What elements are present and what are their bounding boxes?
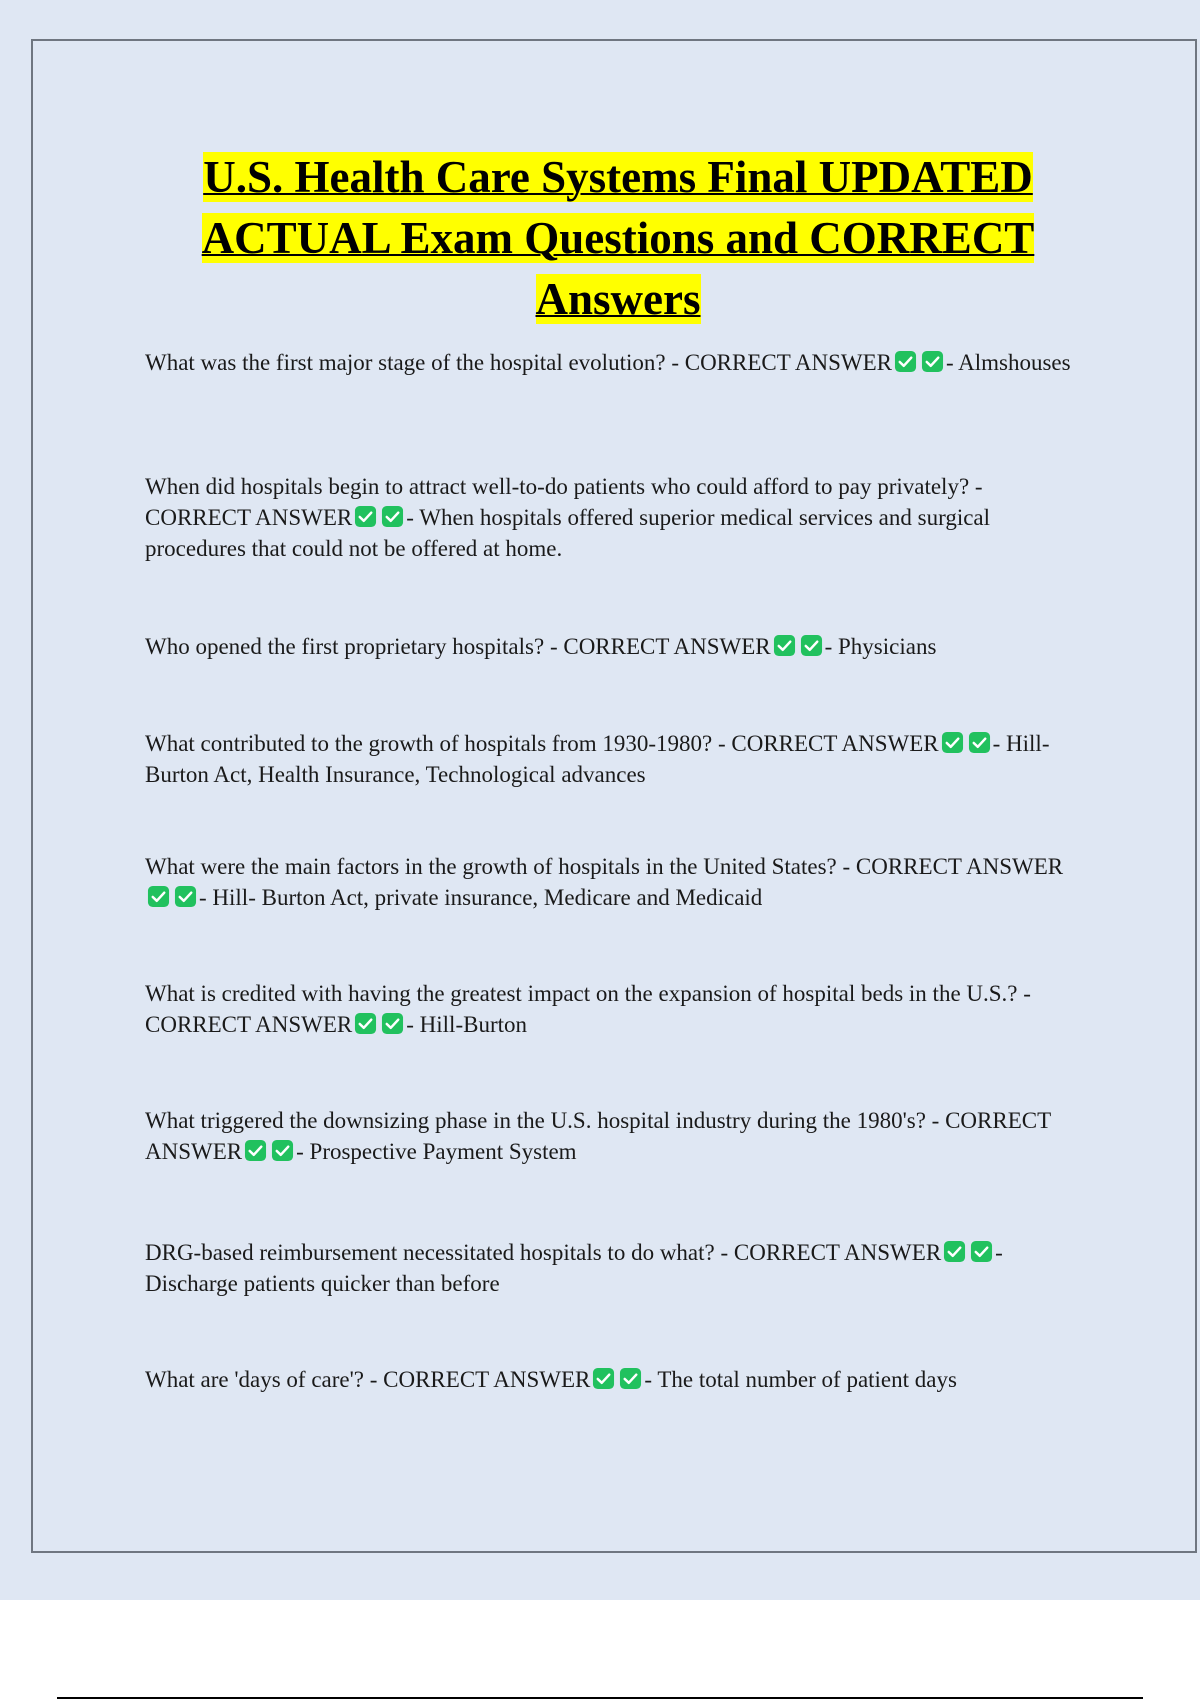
question-text: What are 'days of care'?	[145, 1367, 364, 1392]
check-mark-button-icon	[592, 1367, 615, 1390]
answer-marker: - CORRECT ANSWER	[671, 350, 892, 375]
check-mark-button-icon	[943, 1240, 966, 1263]
question-text: What contributed to the growth of hospitals from 1930-1980?	[145, 731, 713, 756]
answer-text: - Discharge patients quicker than before	[145, 1240, 1003, 1296]
answer-marker: - CORRECT ANSWER	[145, 1108, 1051, 1164]
qa-item	[145, 1364, 1085, 1395]
check-mark-button-icon	[381, 1012, 404, 1035]
check-mark-button-icon	[800, 634, 823, 657]
answer-marker: - CORRECT ANSWER	[145, 474, 983, 530]
check-mark-button-icon	[381, 505, 404, 528]
check-mark-button-icon	[968, 731, 991, 754]
check-mark-button-icon	[354, 1012, 377, 1035]
check-mark-button-icon	[147, 885, 170, 908]
check-mark-button-icon	[271, 1139, 294, 1162]
answer-marker: - CORRECT ANSWER	[842, 854, 1064, 879]
answer-text: - Prospective Payment System	[296, 1139, 577, 1164]
check-mark-button-icon	[773, 634, 796, 657]
question-text: When did hospitals begin to attract well-to-do patients who could afford to pay privately?	[145, 474, 970, 499]
qa-item	[145, 978, 1085, 1040]
question-text: What were the main factors in the growth of hospitals in the United States?	[145, 854, 837, 879]
qa-item	[145, 471, 1085, 564]
qa-item	[145, 1105, 1085, 1167]
qa-item	[145, 728, 1085, 790]
answer-text: - Hill- Burton Act, private insurance, Medicare and Medicaid	[199, 885, 763, 910]
answer-text: - Physicians	[824, 634, 937, 659]
question-text: DRG-based reimbursement necessitated hospitals to do what?	[145, 1240, 715, 1265]
check-mark-button-icon	[354, 505, 377, 528]
question-text: What was the first major stage of the hospital evolution?	[145, 350, 666, 375]
question-text: Who opened the first proprietary hospitals?	[145, 634, 545, 659]
check-mark-button-icon	[970, 1240, 993, 1263]
check-mark-button-icon	[619, 1367, 642, 1390]
qa-item	[145, 347, 1085, 378]
check-mark-button-icon	[174, 885, 197, 908]
check-mark-button-icon	[941, 731, 964, 754]
answer-text: - Hill-Burton	[406, 1012, 527, 1037]
qa-item	[145, 631, 1085, 662]
answer-text: - The total number of patient days	[644, 1367, 957, 1392]
title-highlight: U.S. Health Care Systems Final UPDATED ACTUAL Exam Questions and CORRECT Answers	[201, 152, 1035, 324]
answer-marker: - CORRECT ANSWER	[549, 634, 771, 659]
answer-marker: - CORRECT ANSWER	[145, 981, 1031, 1037]
check-mark-button-icon	[244, 1139, 267, 1162]
footer-rule	[57, 1697, 1143, 1699]
check-mark-button-icon	[894, 350, 917, 373]
qa-item	[145, 1237, 1085, 1299]
question-text: What triggered the downsizing phase in the U.S. hospital industry during the 1980's?	[145, 1108, 926, 1133]
answer-text: - Hill-Burton Act, Health Insurance, Technological advances	[145, 731, 1050, 787]
answer-marker: - CORRECT ANSWER	[720, 1240, 942, 1265]
answer-text: - Almshouses	[945, 350, 1071, 375]
answer-marker: - CORRECT ANSWER	[717, 731, 939, 756]
question-text: What is credited with having the greatest impact on the expansion of hospital beds in the U.S.?	[145, 981, 1018, 1006]
check-mark-button-icon	[921, 350, 944, 373]
document-title	[120, 147, 1116, 330]
answer-marker: - CORRECT ANSWER	[369, 1367, 591, 1392]
qa-item	[145, 851, 1085, 913]
answer-text: - When hospitals offered superior medical services and surgical procedures that could not be offered at home.	[145, 505, 991, 561]
